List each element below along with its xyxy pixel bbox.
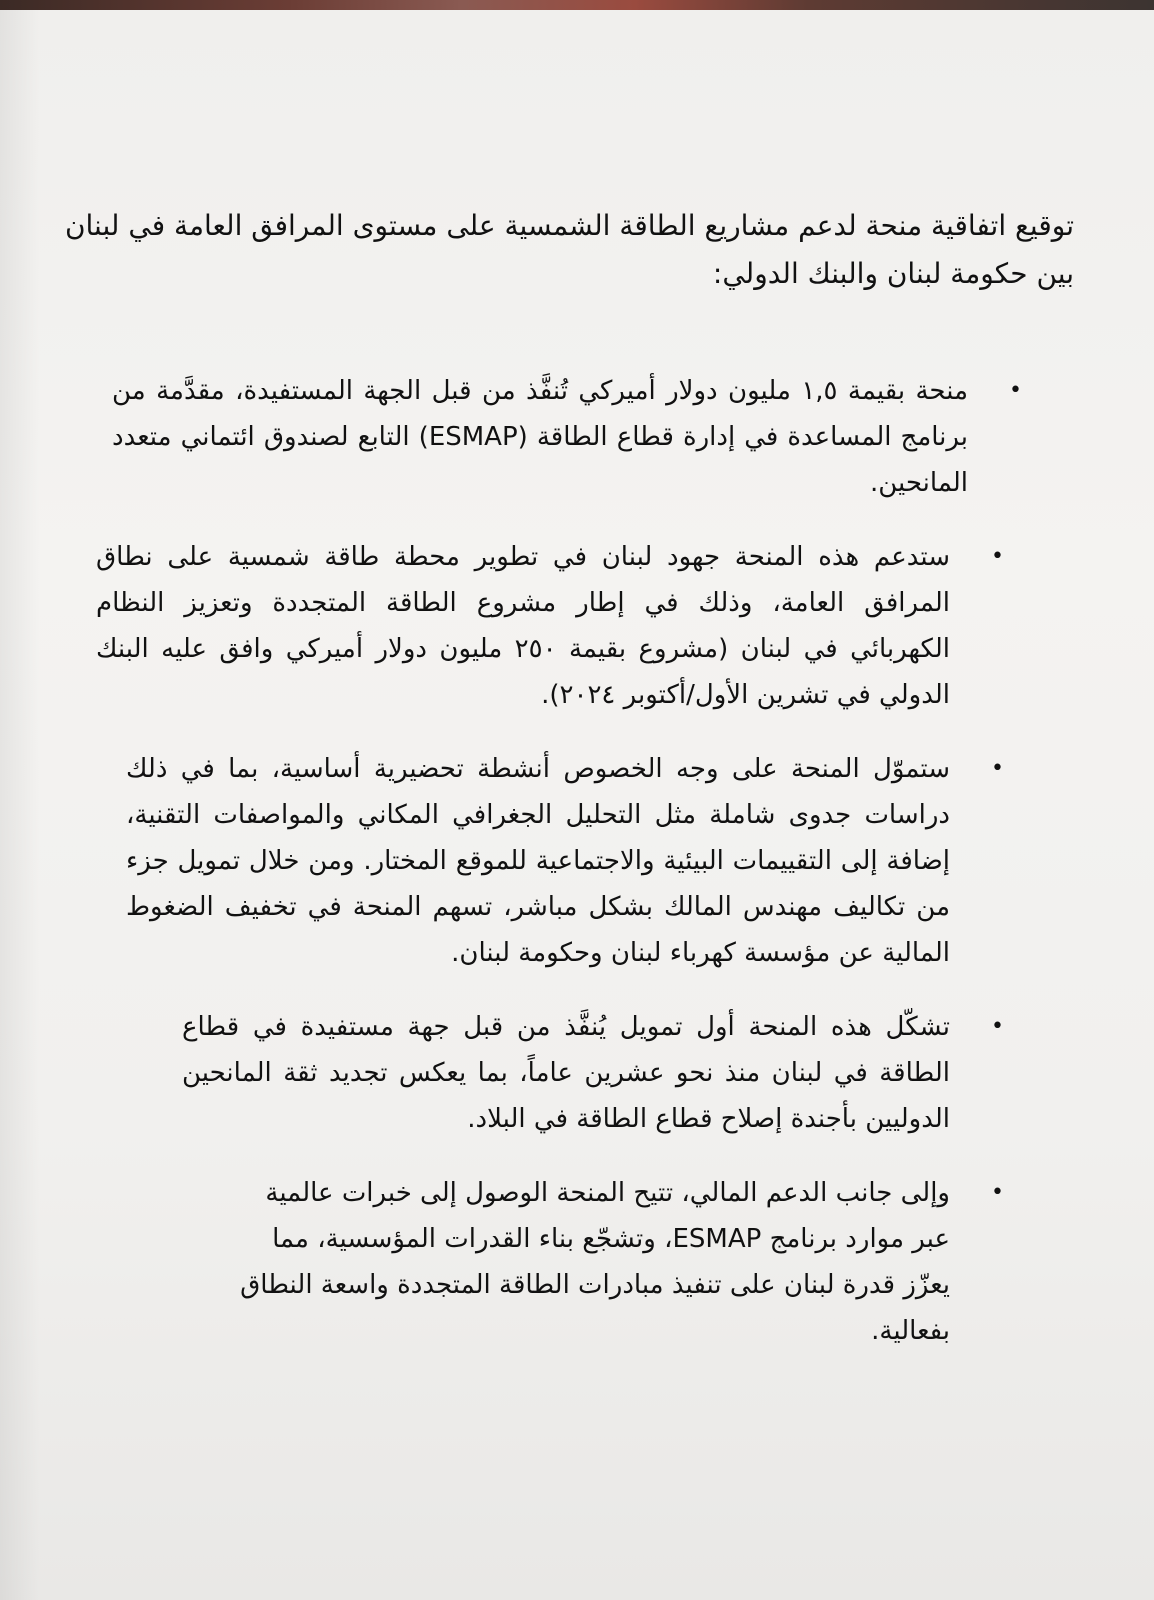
list-item [232,1170,1004,1354]
list-item [126,746,1004,976]
bullet-text: ستدعم هذه المنحة جهود لبنان في تطوير محطة طاقة شمسية على نطاق المرافق العامة، وذلك في إطار مشروع الطاقة المتجددة وتعزيز النظام الكهربائي في لبنان (مشروع بقيمة ٢٥٠ مليون دولار أميركي وافق عليه البنك الدولي في تشرين الأول/أكتوبر ٢٠٢٤). [96,542,950,710]
bullet-list [54,368,1114,1354]
bullet-icon: • [1009,378,1022,403]
bullet-icon: • [991,1014,1004,1039]
list-item [96,534,1004,718]
bullet-text: منحة بقيمة ١,٥ مليون دولار أميركي تُنفَّذ من قبل الجهة المستفيدة، مقدَّمة من برنامج المساعدة في إدارة قطاع الطاقة (ESMAP) التابع لصندوق ائتماني متعدد المانحين. [112,376,968,498]
list-item [182,1004,1004,1142]
bullet-text: تشكّل هذه المنحة أول تمويل يُنفَّذ من قبل جهة مستفيدة في قطاع الطاقة في لبنان منذ نحو عشرين عاماً، بما يعكس تجديد ثقة المانحين الدوليين بأجندة إصلاح قطاع الطاقة في البلاد. [182,1012,950,1134]
bullet-text: وإلى جانب الدعم المالي، تتيح المنحة الوصول إلى خبرات عالمية عبر موارد برنامج ESMAP، وتشجّع بناء القدرات المؤسسية، مما يعزّز قدرة لبنان على تنفيذ مبادرات الطاقة المتجددة واسعة النطاق بفعالية. [240,1178,950,1346]
document-body [54,202,1114,1382]
document-title: توقيع اتفاقية منحة لدعم مشاريع الطاقة الشمسية على مستوى المرافق العامة في لبنان بين حكومة لبنان والبنك الدولي: [64,209,1074,290]
list-item [112,368,1022,506]
bullet-icon: • [991,1180,1004,1205]
page-shadow [0,10,40,1600]
bullet-text: ستموّل المنحة على وجه الخصوص أنشطة تحضيرية أساسية، بما في ذلك دراسات جدوى شاملة مثل التحليل الجغرافي المكاني والمواصفات التقنية، إضافة إلى التقييمات البيئية والاجتماعية للموقع المختار. ومن خلال تمويل جزء من تكاليف مهندس المالك بشكل مباشر، تسهم المنحة في تخفيف الضغوط المالية عن مؤسسة كهرباء لبنان وحكومة لبنان. [126,754,950,968]
bullet-icon: • [991,756,1004,781]
bullet-icon: • [991,544,1004,569]
paper-page [0,10,1154,1600]
